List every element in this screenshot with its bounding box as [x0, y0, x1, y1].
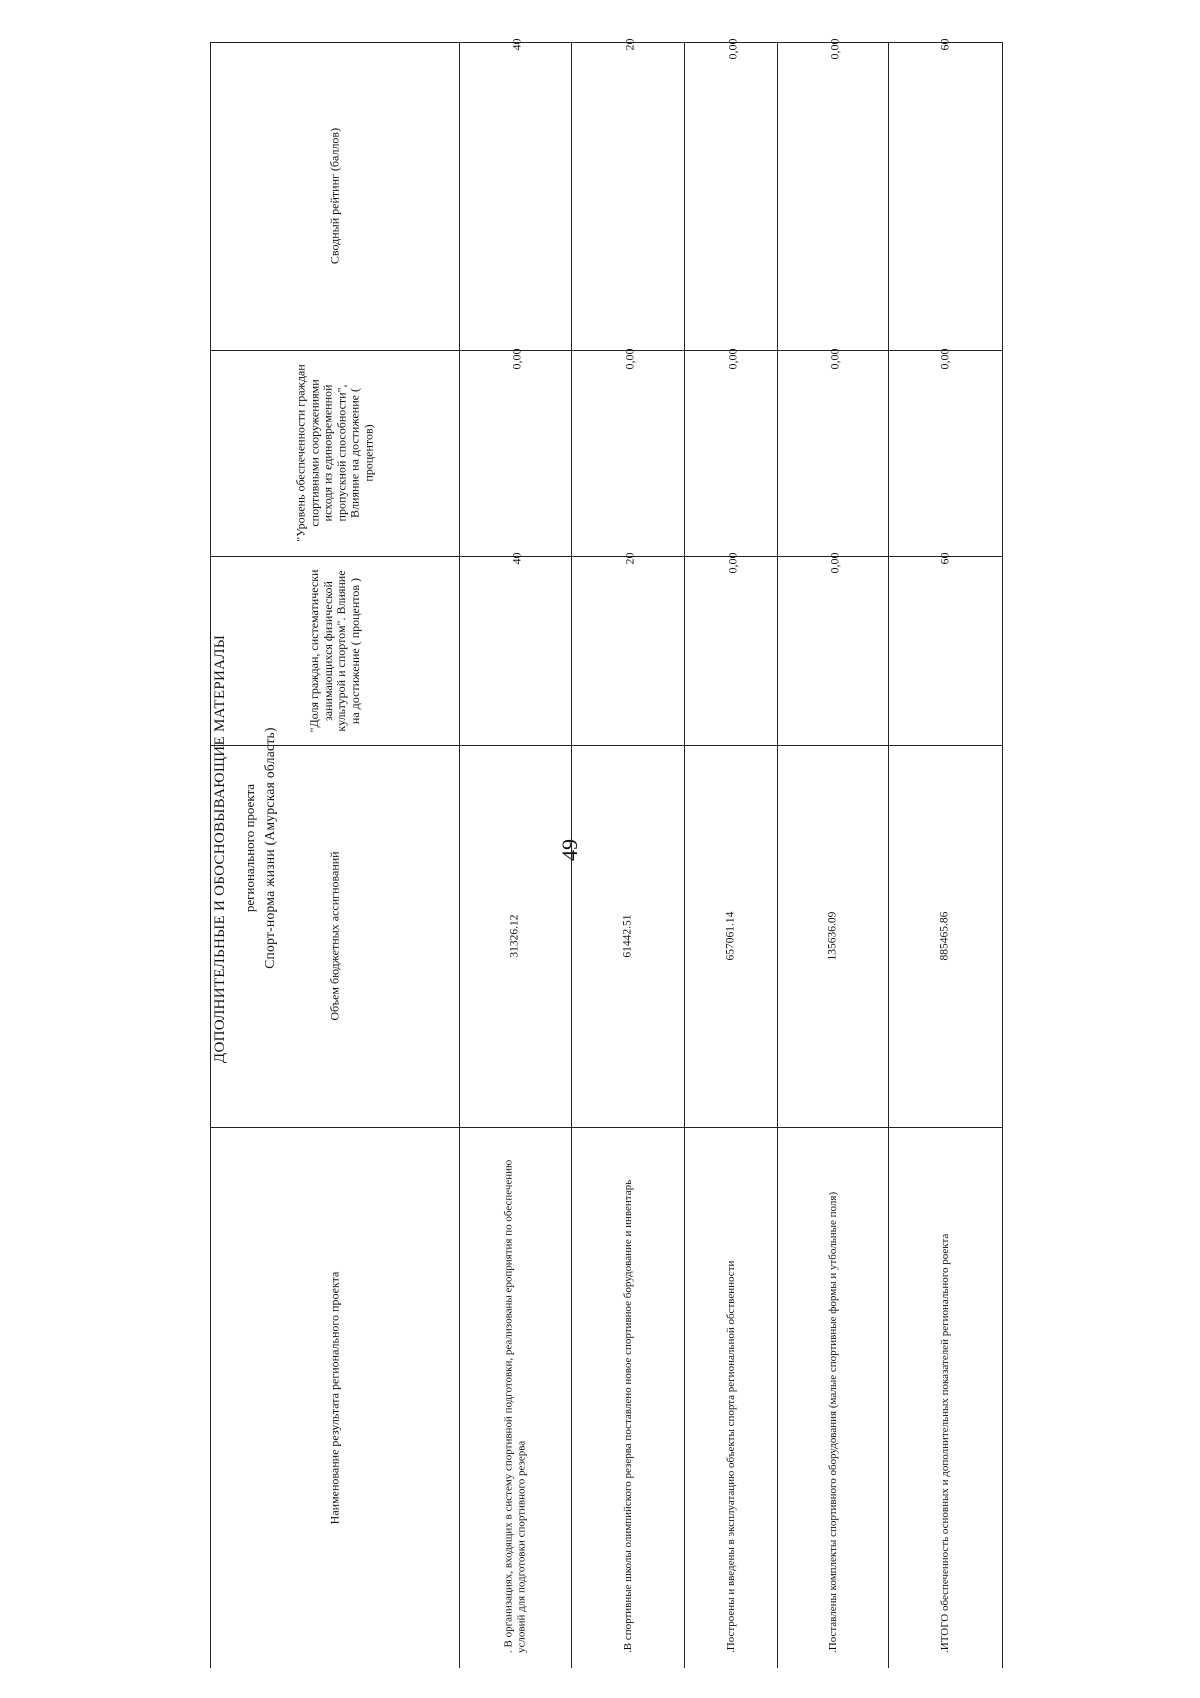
row-indicator-facilities: 0,00 [622, 348, 637, 370]
row-name: .Построены и введены в эксплуатацию объекты спорта региональной обственности [724, 1260, 737, 1653]
project-name: Спорт-норма жизни (Амурская область) [262, 727, 277, 969]
row-name: . В организациях, входящих в систему спортивной подготовки, реализованы ероприятия по обеспечению условий для подготовки спортивного резерва [502, 1159, 527, 1653]
header-indicator-facilities: "Уровень обеспеченности граждан спортивными сооружениями исходя из единовременной пропускной способности", Влияние на достижение ( процентов) [293, 364, 375, 542]
row-name: .Поставлены комплекты спортивного оборудования (малые спортивные формы и утбольные поля) [826, 1191, 839, 1653]
document-title: ДОПОЛНИТЕЛЬНЫЕ И ОБОСНОВЫВАЮЩИЕ МАТЕРИАЛЫ [212, 634, 228, 1064]
row-indicator-share: 0,00 [725, 552, 740, 574]
row-indicator-facilities: 0,00 [827, 348, 842, 370]
row-budget: 657061.14 [724, 911, 736, 961]
row-indicator-share: 0,00 [827, 552, 842, 574]
row-rating: 20 [622, 38, 637, 51]
row-rating: 0,00 [827, 38, 842, 60]
row-budget: 135636.09 [826, 911, 838, 961]
header-result-name: Наименование результата регионального проекта [326, 1271, 341, 1524]
page-number: 49 [557, 839, 582, 861]
row-name-total: .ИТОГО обеспеченность основных и дополнительных показателей регионального роекта [938, 1233, 951, 1653]
row-indicator-facilities-total: 0,00 [937, 348, 952, 370]
row-budget-total: 885465.86 [938, 911, 951, 961]
row-indicator-facilities: 0,00 [725, 348, 740, 370]
row-indicator-share: 40 [509, 552, 524, 565]
row-name: .В спортивные школы олимпийского резерва поставлено новое спортивное борудование и инвентарь [621, 1179, 634, 1653]
header-indicator-share: "Доля граждан, систематически занимающихся физической культурой и спортом". Влияние на достижение ( процентов ) [306, 569, 361, 732]
row-rating: 0,00 [725, 38, 740, 60]
row-indicator-share: 20 [622, 552, 637, 565]
row-budget: 61442.51 [621, 914, 633, 958]
row-indicator-share-total: 60 [937, 552, 952, 565]
document-subtitle: регионального проекта [242, 783, 257, 913]
row-rating-total: 60 [937, 38, 952, 51]
row-indicator-facilities: 0,00 [509, 348, 524, 370]
header-rating: Сводный рейтинг (баллов) [326, 127, 341, 265]
row-rating: 40 [509, 38, 524, 51]
row-budget: 31326.12 [508, 914, 521, 958]
header-budget: Объем бюджетных ассигнований [326, 851, 341, 1021]
table-border-right [1002, 42, 1003, 1668]
